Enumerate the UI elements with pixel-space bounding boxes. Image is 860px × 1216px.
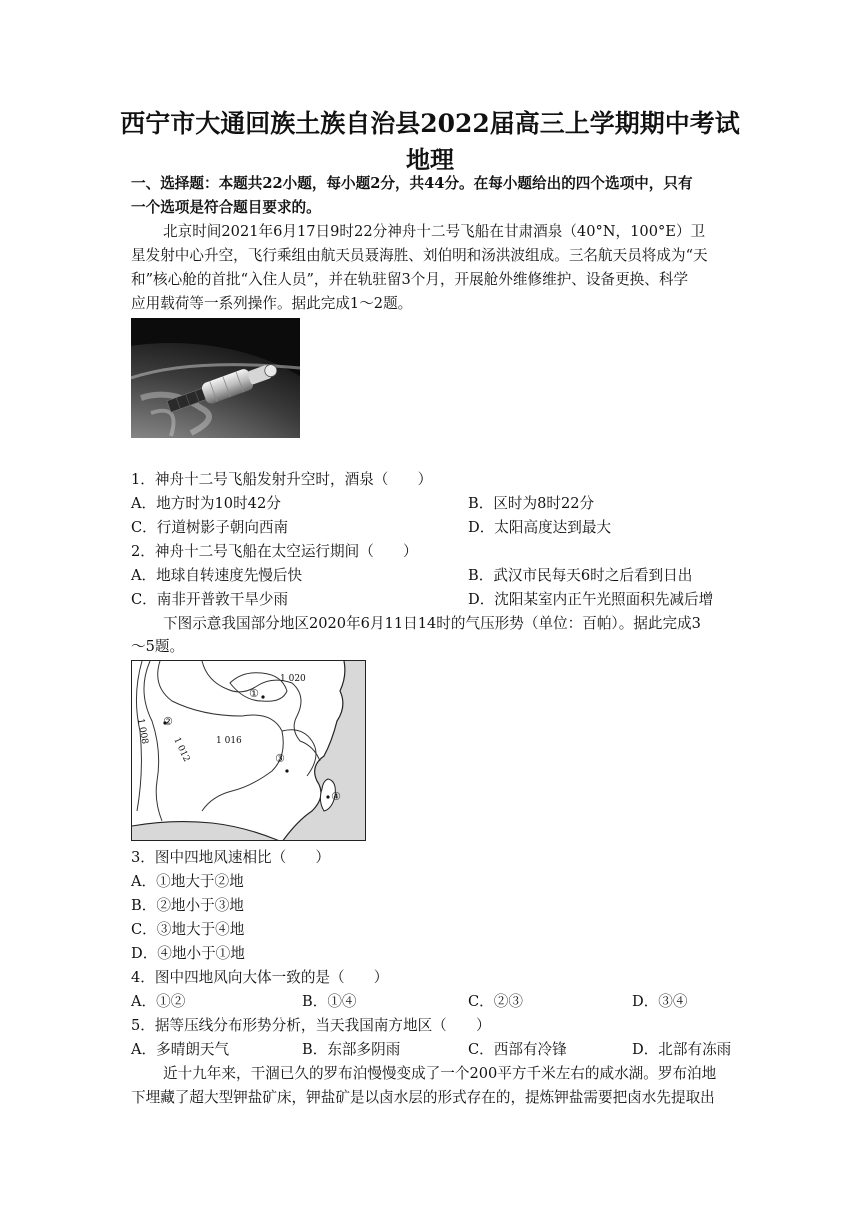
isobar-map (131, 660, 366, 841)
passage1-line3: 和”核心舱的首批“入住人员”，并在轨驻留3个月，开展舱外维修维护、设备更换、科学 (131, 271, 689, 288)
q1-option-a: A．地方时为10时42分 (131, 495, 281, 512)
passage1-line2: 星发射中心升空，飞行乘组由航天员聂海胜、刘伯明和汤洪波组成。三名航天员将成为“天 (131, 247, 708, 264)
q4-option-a: A．①② (131, 993, 186, 1010)
passage2-line2: ～5题。 (131, 638, 185, 655)
isobar-label-1020: 1 020 (280, 674, 306, 684)
q5-option-d: D．北部有冻雨 (632, 1041, 732, 1058)
isobar-label-1008: 1 008 (135, 717, 150, 745)
isobar-label-1016: 1 016 (216, 736, 242, 746)
q4-option-d: D．③④ (632, 993, 688, 1010)
isobar-map-drawing (132, 661, 366, 841)
exam-subject: 地理 (406, 145, 454, 174)
isobar-label-1012: 1 012 (171, 736, 192, 764)
q5-option-b: B．东部多阴雨 (302, 1041, 401, 1058)
map-point-2: ② (163, 715, 173, 728)
q1-option-b: B．区时为8时22分 (468, 495, 595, 512)
passage1-line4: 应用载荷等一系列操作。据此完成1～2题。 (131, 295, 413, 312)
passage2-line1: 下图示意我国部分地区2020年6月11日14时的气压形势（单位：百帕）。据此完成3 (163, 615, 701, 632)
q2-option-b: B．武汉市民每天6时之后看到日出 (468, 567, 693, 584)
q4-option-c: C．②③ (468, 993, 523, 1010)
q1-stem: 1．神舟十二号飞船发射升空时，酒泉（ ） (131, 471, 433, 488)
q3-option-a: A．①地大于②地 (131, 873, 244, 890)
q5-option-a: A．多晴朗天气 (131, 1041, 230, 1058)
q1-option-d: D．太阳高度达到最大 (468, 519, 612, 536)
q4-stem: 4．图中四地风向大体一致的是（ ） (131, 969, 389, 986)
section-heading-line2: 一个选项是符合题目要求的。 (131, 199, 321, 216)
q1-option-c: C．行道树影子朝向西南 (131, 519, 289, 536)
q2-stem: 2．神舟十二号飞船在太空运行期间（ ） (131, 543, 418, 560)
map-point-4: ④ (331, 790, 341, 803)
space-station-photo (131, 318, 300, 438)
q4-option-b: B．①④ (302, 993, 357, 1010)
map-point-3: ③ (275, 752, 285, 765)
q3-option-d: D．④地小于①地 (131, 945, 245, 962)
q2-option-c: C．南非开普敦干旱少雨 (131, 591, 289, 608)
q3-option-b: B．②地小于③地 (131, 897, 244, 914)
q5-stem: 5．据等压线分布形势分析，当天我国南方地区（ ） (131, 1017, 491, 1034)
map-point-1: ① (249, 687, 259, 700)
exam-title: 西宁市大通回族土族自治县2022届高三上学期期中考试 (120, 109, 740, 138)
space-station-illustration (131, 318, 300, 438)
q2-option-a: A．地球自转速度先慢后快 (131, 567, 303, 584)
q2-option-d: D．沈阳某室内正午光照面积先减后增 (468, 591, 714, 608)
section-heading-line1: 一、选择题：本题共22小题，每小题2分，共44分。在每小题给出的四个选项中，只有 (131, 175, 693, 192)
q3-option-c: C．③地大于④地 (131, 921, 245, 938)
q3-stem: 3．图中四地风速相比（ ） (131, 849, 331, 866)
q5-option-c: C．西部有冷锋 (468, 1041, 567, 1058)
passage3-line1: 近十九年来，干涸已久的罗布泊慢慢变成了一个200平方千米左右的咸水湖。罗布泊地 (163, 1065, 717, 1082)
passage1-line1: 北京时间2021年6月17日9时22分神舟十二号飞船在甘肃酒泉（40°N，100°E）卫 (163, 223, 706, 240)
passage3-line2: 下埋藏了超大型钾盐矿床，钾盐矿是以卤水层的形式存在的，提炼钾盐需要把卤水先提取出 (131, 1089, 715, 1106)
